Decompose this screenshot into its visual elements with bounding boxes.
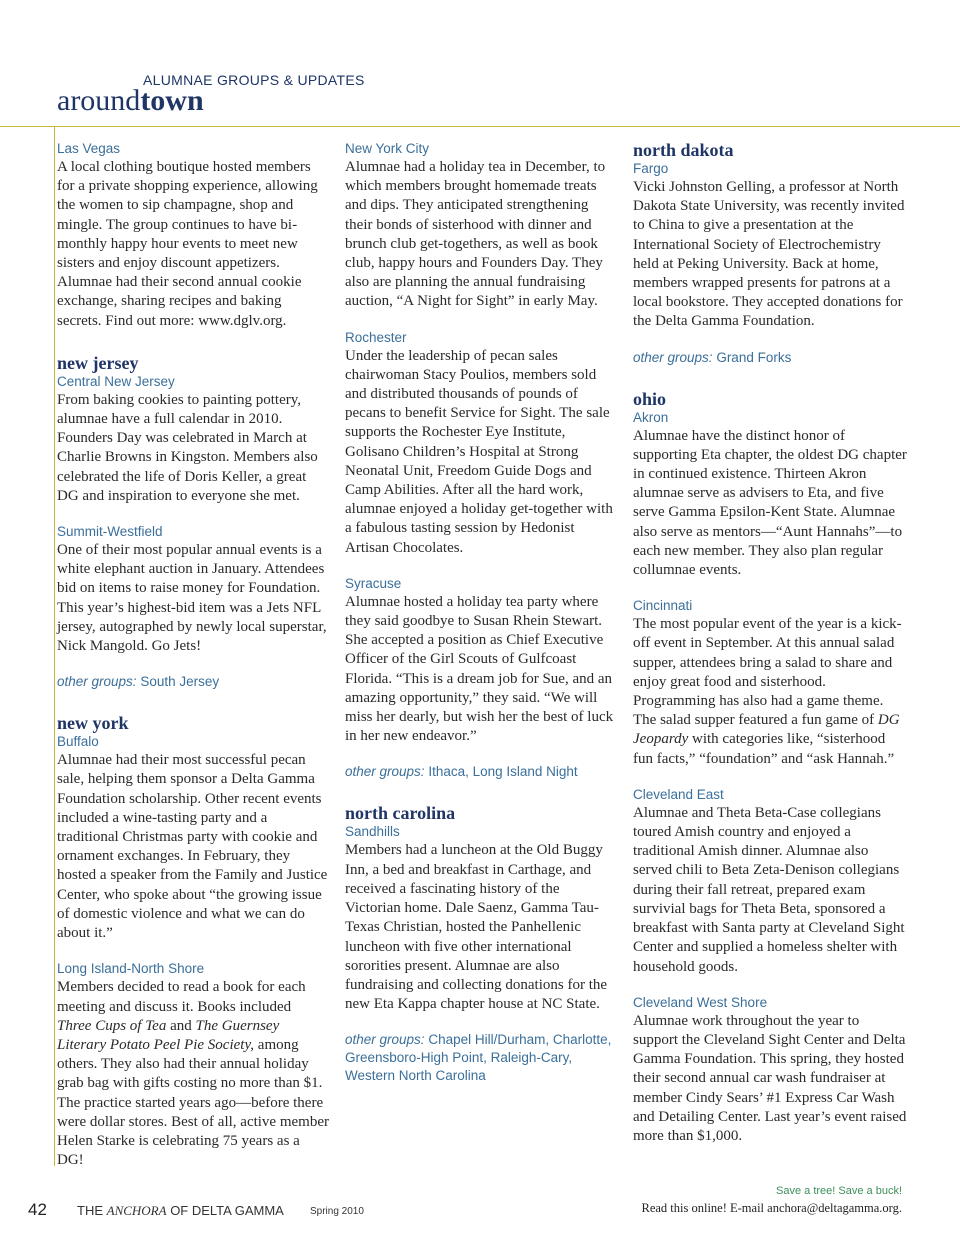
section-central-nj: Central New Jersey <box>57 373 175 389</box>
state-ohio: ohio <box>633 388 667 409</box>
nd-other-groups <box>633 349 907 367</box>
cleveland-east-body: Alumnae and Theta Beta-Case collegians toured Amish country and enjoyed a traditional Amish dinner. Alumnae also served chili to Beta Zeta-Denison collegians during their fall retreat, prepared exam survivial bags for Theta Beta, sponsored a breakfast with Santa party at Cleveland Sight Center and supplied a homeless shelter with household goods. <box>633 804 905 975</box>
game-title: DG Jeopardy <box>633 712 900 748</box>
title-light: around <box>57 84 141 117</box>
column-rule <box>54 126 55 1166</box>
section-fargo: Fargo <box>633 161 669 176</box>
column-3 <box>633 140 907 1146</box>
pub-anchora: ANCHORA <box>106 1203 167 1218</box>
other-groups-label: other groups: <box>345 764 425 780</box>
cin-text-b: with categories like, “sisterhood fun facts,” “foundation” and “ask Hannah.” <box>633 731 895 767</box>
section-akron: Akron <box>633 409 669 425</box>
rochester-body: Under the leadership of pecan sales chairwoman Stacy Poulios, members sold and distributed thousands of pounds of pecans to benefit Service for Sight. The sale supports the Rochester Eye Institute, Golisano Children’s Hospital at Strong Neonatal Unit, Freedom Guide Dogs and Camp Abilities. After all the hard work, alumnae enjoyed a holiday get-together with a fabulous tasting session by Hedonist Artisan Chocolates. <box>345 347 613 556</box>
section-summit-westfield: Summit-Westfield <box>57 524 163 540</box>
buffalo-body: Alumnae had their most successful pecan sale, helping them sponsor a Delta Gamma Foundation scholarship. Other recent events included a wine-tasting party and a traditional Christmas party with cookie and ornament exchanges. In February, they hosted a speaker from the Family and Justice Center, who spoke about “the growing issue of domestic violence and what we can do about it.” <box>57 752 328 942</box>
fargo-body: Vicki Johnston Gelling, a professor at North Dakota State University, was recently invited to China to give a presentation at the International Society of Electrochemistry held at Peking University. Back at home, members wrapped presents for patrons at a local bookstore. They accepted donations for the Delta Gamma Foundation. <box>633 179 905 330</box>
pub-the: THE <box>77 1203 107 1218</box>
li-text-c: among others. They also had their annual holiday grab bag with gifts costing no more than $1. The practice started years ago—before there were dollar stores. Best of all, active member Helen Starke is celebrating 75 years as a DG! <box>57 1036 329 1169</box>
publication-name <box>77 1203 284 1219</box>
li-text-b: and <box>166 1017 196 1034</box>
li-text-a: Members decided to read a book for each meeting and discuss it. Books included <box>57 979 306 1015</box>
summit-westfield-body: One of their most popular annual events is a white elephant auction in January. Attendees bid on items to raise money for Foundation. This year’s highest-bid item was a Jets NFL jersey, autographed by newly local superstar, Nick Mangold. Go Jets! <box>57 542 327 655</box>
nj-other-groups <box>57 673 329 691</box>
header-rule <box>0 126 960 127</box>
akron-body: Alumnae have the distinct honor of supporting Eta chapter, the oldest DG chapter in continued existence. Thirteen Akron alumnae serve as advisers to Eta, and five serve Gamma Epsilon-Kent State. Alumnae also serve as mentors—“Aunt Hannahs”—to each new member. They also plan regular collumnae events. <box>633 427 907 579</box>
state-new-york: new york <box>57 713 129 734</box>
nyc-body: Alumnae had a holiday tea in December, to which members brought homemade treats and dips. They anticipated strengthening their bonds of sisterhood with dinner and brunch club get-togethers, as well as book club, happy hours and Founders Day. They also are planning the annual fundraising auction, “A Night for Sight” in early May. <box>345 159 606 310</box>
book-title-1: Three Cups of Tea <box>57 1017 167 1034</box>
sandhills-body: Members had a luncheon at the Old Buggy Inn, a bed and breakfast in Carthage, and received a fascinating history of the Victorian home. Dale Saenz, Gamma Tau-Texas Christian, hosted the Panhellenic luncheon with five other international sororities present. Alumnae are also fundraising and collecting donations for the new Eta Kappa chapter house at NC State. <box>345 842 608 1013</box>
save-tree-note: Save a tree! Save a buck! <box>776 1185 902 1197</box>
other-groups-list: South Jersey <box>136 674 220 690</box>
section-sandhills: Sandhills <box>345 824 400 840</box>
header-kicker: ALUMNAE GROUPS & UPDATES <box>143 72 365 88</box>
central-nj-body: From baking cookies to painting pottery, alumnae have a full calendar in 2010. Founders Day was celebrated in March at Charlie Browns in Kingston. Members also celebrated the life of Doris Keller, a great DG and inspiration to everyone she met. <box>57 391 318 504</box>
column-2 <box>345 140 617 1085</box>
page-title <box>57 86 204 116</box>
state-north-dakota: north dakota <box>633 140 734 160</box>
state-new-jersey: new jersey <box>57 352 139 373</box>
section-syracuse: Syracuse <box>345 575 402 591</box>
title-bold: town <box>140 84 204 117</box>
section-new-york-city: New York City <box>345 141 430 156</box>
syracuse-body: Alumnae hosted a holiday tea party where they said goodbye to Susan Rhein Stewart. She accepted a position as Chief Executive Officer of the Girl Scouts of Gulfcoast Florida. “This is a dream job for Sue, and an amazing opportunity,” they said. “We will miss her dearly, but wish her the best of luck in her new endeavor.” <box>345 593 614 745</box>
pub-rest: OF DELTA GAMMA <box>166 1203 284 1218</box>
other-groups-label: other groups: <box>345 1032 425 1048</box>
section-cleveland-west-shore: Cleveland West Shore <box>633 994 768 1010</box>
other-groups-list: Chapel Hill/Durham, Charlotte, Greensboro-High Point, Raleigh-Cary, Western North Carolina <box>345 1032 612 1084</box>
section-las-vegas: Las Vegas <box>57 141 121 156</box>
issue-date: Spring 2010 <box>310 1206 364 1217</box>
cincinnati-body <box>633 615 907 769</box>
section-cleveland-east: Cleveland East <box>633 786 724 802</box>
other-groups-label: other groups: <box>57 674 137 690</box>
state-north-carolina: north carolina <box>345 803 456 824</box>
read-online-note: Read this online! E-mail anchora@deltagamma.org. <box>641 1201 902 1215</box>
nc-other-groups <box>345 1031 617 1085</box>
cleveland-west-body: Alumnae work throughout the year to support the Cleveland Sight Center and Delta Gamma Foundation. This spring, they hosted their second annual car wash fundraiser at member Cindy Sears’ #1 Express Car Wash and Detailing Center. Last year’s event raised more than $1,000. <box>633 1012 907 1144</box>
other-groups-label: other groups: <box>633 349 713 365</box>
section-long-island-north-shore: Long Island-North Shore <box>57 961 205 977</box>
ny-other-groups <box>345 763 617 781</box>
section-buffalo: Buffalo <box>57 734 99 750</box>
section-cincinnati: Cincinnati <box>633 598 693 614</box>
other-groups-list: Grand Forks <box>712 349 792 365</box>
other-groups-list: Ithaca, Long Island Night <box>424 764 578 780</box>
page-number: 42 <box>28 1200 47 1219</box>
cin-text-a: The most popular event of the year is a kick-off event in September. At this annual salad supper, attendees bring a salad to share and enjoy great food and sisterhood. Programming has also had a game theme. The salad supper featured a fun game of <box>633 616 902 729</box>
column-1 <box>57 140 329 1170</box>
las-vegas-body: A local clothing boutique hosted members for a private shopping experience, allowing the women to sip champagne, shop and mingle. The group continues to have bi-monthly happy hour events to meet new sisters and enjoy discount appetizers. Alumnae had their second annual cookie exchange, sharing recipes and baking secrets. Find out more: www.dglv.org. <box>57 159 318 329</box>
section-rochester: Rochester <box>345 329 407 345</box>
book-title-2: The Guernsey Literary Potato Peel Pie Society, <box>57 1017 280 1053</box>
long-island-body <box>57 978 329 1170</box>
